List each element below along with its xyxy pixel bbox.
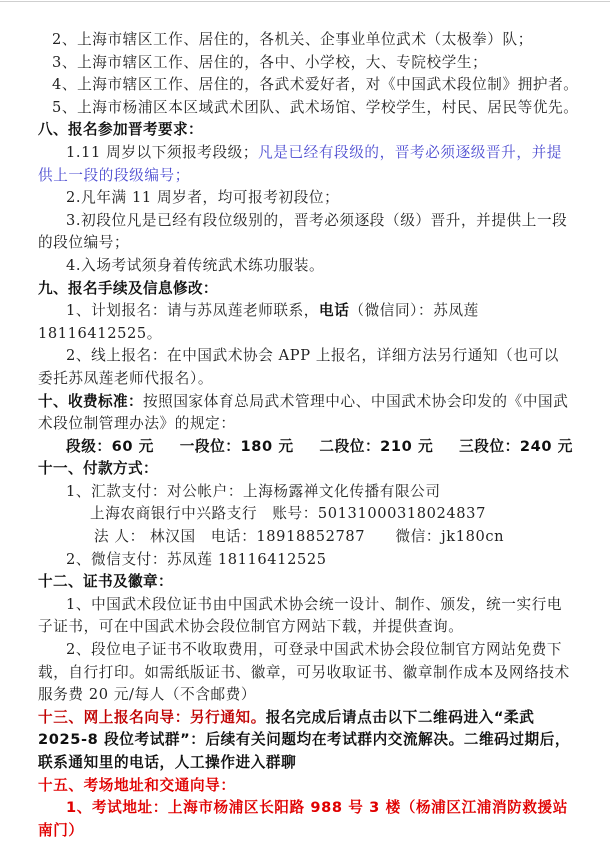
fee-duanji: 段级：60 元 [66, 437, 154, 455]
section-8-item-1-highlight: 凡是已经有段级的，晋考必须逐级晋升，并提供上一段的段级编号； [38, 143, 562, 184]
section-9-item-1-suffix: （微信同）：苏凤莲 18116412525。 [38, 302, 479, 342]
section-11-item-2: 2、微信支付：苏凤莲 18116412525 [66, 550, 327, 568]
fee-duan-2: 二段位：210 元 [319, 437, 434, 455]
section-12-item-1: 1、中国武术段位证书由中国武术协会统一设计、制作、颁发，统一实行电子证书，可在中国武术协会段位制官方网站下载，并提供查询。 [38, 595, 563, 636]
section-8-item-1-prefix: 1.11 周岁以下须报考段级； [66, 143, 259, 161]
section-12-item-2: 2、段位电子证书不收取费用，可登录中国武术协会段位制官方网站免费下载，自行打印。如需纸版证书、徽章，可另收取证书、徽章制作成本及网络技术服务费 20 元/每人（不含邮费） [38, 641, 570, 704]
eligibility-item-2: 2、上海市辖区工作、居住的，各机关、企事业单位武术（太极拳）队； [52, 31, 533, 48]
section-12-heading: 十二、证书及徽章： [38, 573, 173, 591]
section-11-bank-line: 上海农商银行中兴路支行 账号：50131000318024837 [90, 505, 486, 523]
section-9-item-2: 2、线上报名：在中国武术协会 APP 上报名，详细方法另行通知（也可以委托苏凤莲老师代报名）。 [38, 347, 559, 387]
top-divider [0, 1, 610, 2]
section-11-legal-line: 法 人： 林汉国 电话：18918852787 微信：jk180cn [94, 528, 505, 546]
section-9-phone-label: 电话 [319, 302, 350, 320]
section-8-item-1 [38, 142, 573, 187]
section-10-heading: 十、收费标准： [38, 392, 143, 410]
section-15-address: 1、考试地址：上海市杨浦区长阳路 988 号 3 楼（杨浦区江浦消防救援站南门） [38, 799, 568, 839]
section-9-item-1-prefix: 1、计划报名：请与苏凤莲老师联系， [66, 302, 319, 320]
section-10-text: 按照国家体育总局武术管理中心、中国武术协会印发的《中国武术段位制管理办法》的规定： [38, 392, 569, 433]
fee-duan-1: 一段位：180 元 [179, 437, 294, 455]
document-page [38, 29, 579, 842]
section-9-heading: 九、报名手续及信息修改： [38, 279, 218, 297]
section-15-heading: 十五、考场地址和交通向导： [38, 776, 236, 794]
section-11-heading: 十一、付款方式： [38, 460, 158, 478]
section-8-item-2: 2.凡年满 11 周岁者，均可报考初段位； [66, 189, 340, 207]
fee-duan-3: 三段位：240 元 [459, 437, 573, 455]
section-9-item-1 [38, 300, 573, 345]
eligibility-item-3: 3、上海市辖区工作、居住的，各中、小学校，大、专院校学生； [52, 53, 488, 71]
section-8-heading: 八、报名参加晋考要求： [38, 121, 203, 139]
section-8-item-4: 4.入场考试须身着传统武术练功服装。 [66, 256, 325, 274]
section-13-heading: 十三、网上报名向导：另行通知。 [38, 708, 266, 726]
section-13 [38, 707, 573, 775]
section-13-text: 报名完成后请点击以下二维码进入“柔武 2025-8 段位考试群”：后续有关问题均在考试群内交流解决。二维码过期后，联系通知里的电话，人工操作进入群聊 [38, 708, 571, 771]
section-11-item-1: 1、汇款支付：对公帐户：上海杨露禅文化传播有限公司 [66, 482, 441, 500]
section-8-item-3: 3.初段位凡是已经有段位级别的，晋考必须逐段（级）晋升，并提供上一段的段位编号； [38, 211, 568, 252]
section-10 [38, 391, 573, 436]
eligibility-item-4: 4、上海市辖区工作、居住的，各武术爱好者，对《中国武术段位制》拥护者。 [52, 76, 579, 94]
eligibility-item-5: 5、上海市杨浦区本区域武术团队、武术场馆、学校学生，村民、居民等优先。 [52, 98, 579, 116]
fee-list [38, 436, 573, 459]
